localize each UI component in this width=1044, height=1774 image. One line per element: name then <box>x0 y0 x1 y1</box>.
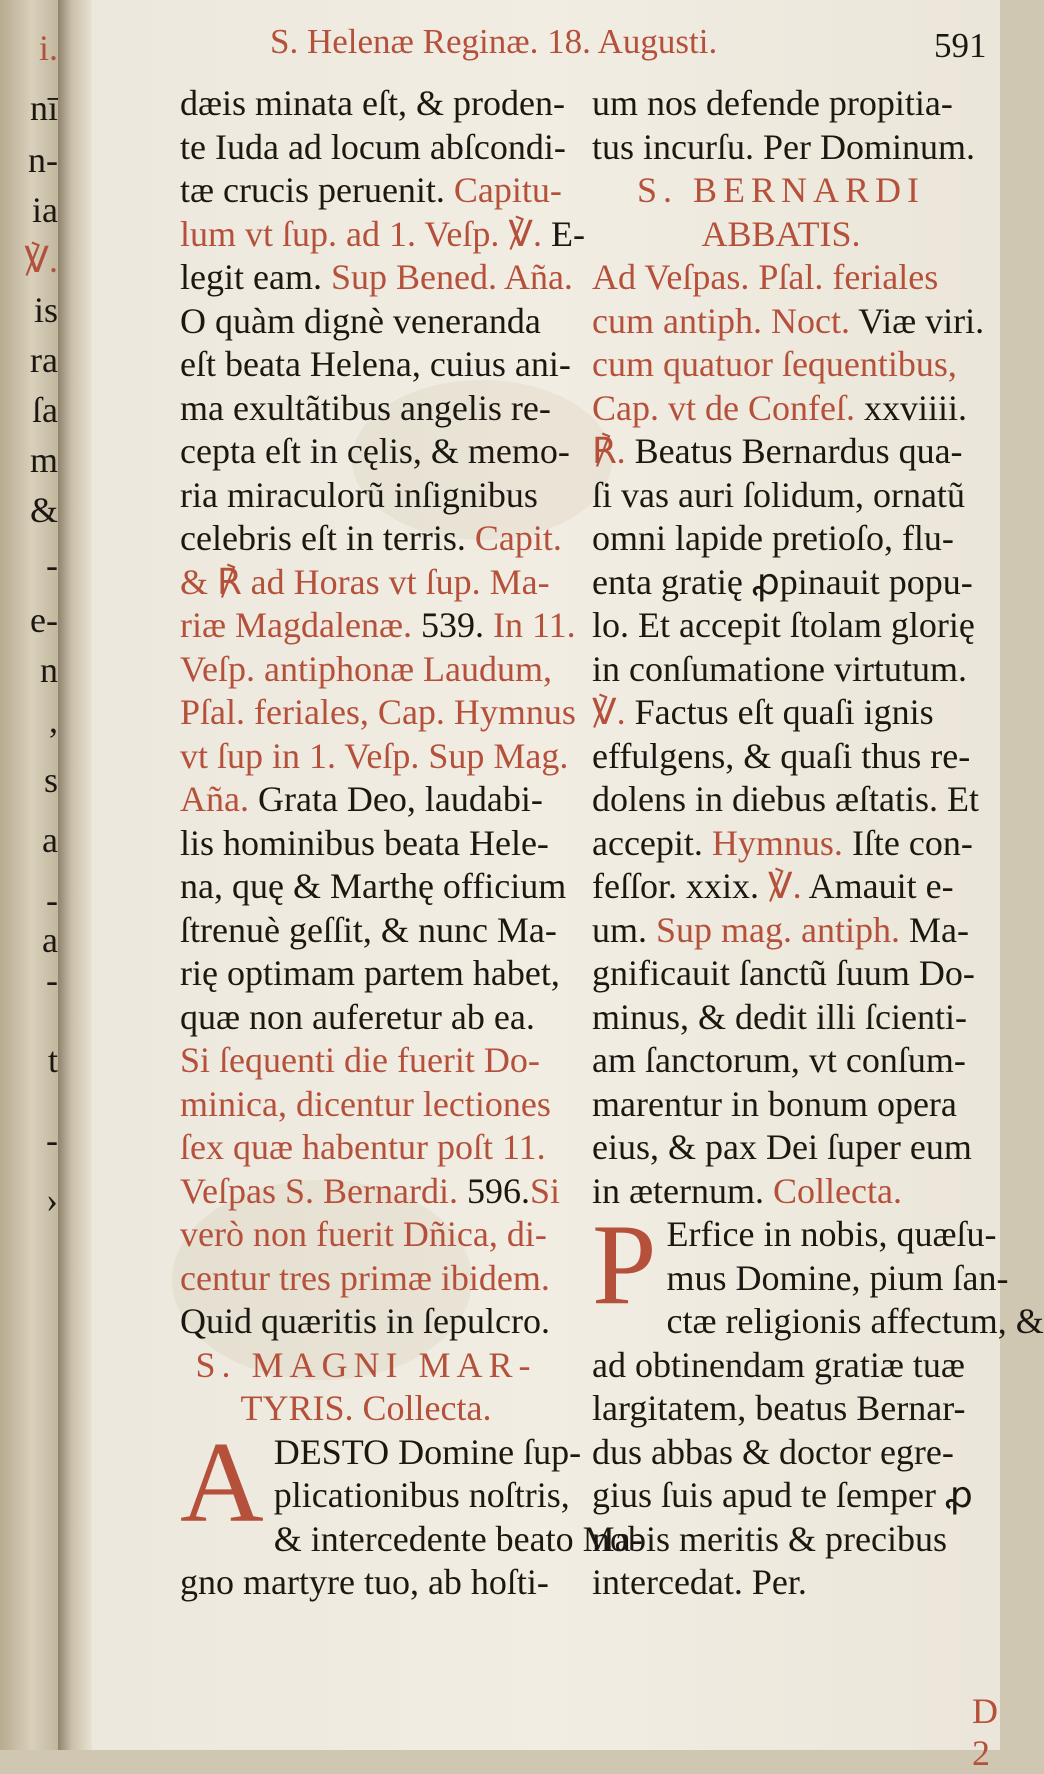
text-line <box>180 1170 560 1214</box>
text-line: intercedat. Per. <box>592 1562 807 1602</box>
text-line: nobis meritis & precibus <box>592 1518 947 1559</box>
body-text: Amauit e- <box>808 866 954 906</box>
body-text: xxviiii. <box>863 387 967 428</box>
text-line: um nos defende propitia- <box>592 83 953 123</box>
text-line: eſt beata Helena, cuius ani- <box>180 344 571 384</box>
text-line: na, quę & Marthę officium <box>180 866 567 906</box>
text-line: dus abbas & doctor egre- <box>592 1431 954 1472</box>
text-line <box>592 865 970 909</box>
text-line: Ad Veſpas. Pſal. feriales <box>592 257 939 297</box>
rubric-text: riæ Magdalenæ. <box>180 605 421 645</box>
rubric-text: Capit. <box>474 518 562 558</box>
text-line: eius, & pax Dei ſuper eum <box>592 1127 972 1167</box>
rubric-text: Aña. <box>180 779 258 819</box>
text-line: dolens in diebus æſtatis. Et <box>592 779 979 819</box>
text-line: ad obtinendam gratiæ tuæ <box>592 1344 965 1385</box>
section-heading: TYRIS. Collecta. <box>240 1388 492 1428</box>
text-line <box>180 169 562 213</box>
body-text: legit eam. <box>180 257 331 297</box>
text-line: O quàm dignè veneranda <box>180 300 541 341</box>
text-line <box>180 213 585 257</box>
text-line: in conſumatione virtutum. <box>592 648 967 689</box>
text-line <box>180 604 576 648</box>
text-line: Pſal. feriales, Cap. Hymnus <box>180 692 576 732</box>
text-line: cepta eſt in cęlis, & memo- <box>180 431 570 471</box>
text-line: ſi vas auri ſolidum, ornatũ <box>592 474 965 515</box>
text-line: gius ſuis apud te ſemper ꝓ <box>592 1475 973 1515</box>
book-gutter <box>58 0 92 1750</box>
facing-page-fragment: ſa <box>32 390 58 430</box>
body-text: in æternum. <box>592 1170 773 1211</box>
text-line <box>592 430 970 474</box>
facing-page-fragment: is <box>33 290 58 330</box>
text-line: minica, dicentur lectiones <box>180 1083 551 1124</box>
text-line: centur tres primæ ibidem. <box>180 1257 550 1298</box>
page-number: 591 <box>934 26 987 65</box>
section-heading: ABBATIS. <box>701 213 861 254</box>
facing-page-fragment: e- <box>30 600 58 640</box>
facing-page-fragment: nī <box>29 88 58 128</box>
body-text: feſſor. xxix. <box>592 866 768 906</box>
left-text-column <box>180 82 643 1605</box>
text-line: quæ non auferetur ab ea. <box>180 996 535 1037</box>
body-text: 539. <box>420 605 484 645</box>
text-line: effulgens, & quaſi thus re- <box>592 735 971 776</box>
facing-page-fragment: ia <box>32 190 58 230</box>
rubric-text: ℣. <box>767 866 809 906</box>
section-heading: S. MAGNI MAR- <box>195 1344 537 1385</box>
text-line <box>180 778 552 822</box>
text-line <box>592 691 970 735</box>
rubric-text: ℣. <box>592 692 635 732</box>
text-line <box>592 387 970 431</box>
body-text: Beatus Bernardus qua- <box>634 431 963 471</box>
rubric-text: cum antiph. Noct. <box>592 300 859 341</box>
section-heading: S. BERNARDI <box>636 170 926 210</box>
facing-page-fragment: ra <box>30 340 58 380</box>
facing-page-fragment: & <box>29 490 58 530</box>
facing-page-fragment: n <box>40 650 58 690</box>
text-line: lo. Et accepit ſtolam glorię <box>592 605 975 645</box>
facing-page-fragment: - <box>46 545 58 585</box>
body-text: tæ crucis peruenit. <box>180 170 454 210</box>
text-line <box>592 1170 970 1214</box>
text-line: lis hominibus beata Hele- <box>180 822 549 863</box>
text-line <box>592 909 970 953</box>
facing-page-fragment: n- <box>28 140 58 180</box>
text-line: rię optimam partem habet, <box>180 953 560 993</box>
text-line: & ℟ ad Horas vt ſup. Ma- <box>180 561 550 602</box>
rubric-text: Veſpas S. Bernardi. <box>180 1170 467 1211</box>
facing-page-fragment: - <box>46 960 58 1000</box>
facing-page-fragment: m <box>29 440 58 480</box>
text-line: omni lapide pretioſo, flu- <box>592 518 954 558</box>
body-text: 596. <box>466 1170 530 1211</box>
text-line: Quid quæritis in ſepulcro. <box>180 1301 550 1341</box>
body-text: Iſte con- <box>851 822 973 863</box>
running-head: S. Helenæ Reginæ. 18. Augusti. <box>270 22 718 61</box>
body-text: Ma- <box>909 909 969 950</box>
body-text: um. <box>592 909 657 950</box>
facing-page-fragment: t <box>47 1040 58 1080</box>
rubric-text: Cap. vt de Confeſ. <box>592 387 864 428</box>
facing-page-fragment: i. <box>38 28 58 68</box>
text-line: DESTO Domine ſup- <box>273 1431 582 1472</box>
text-line: ma exultãtibus angelis re- <box>180 387 551 428</box>
facing-page-fragment: › <box>46 1180 58 1220</box>
text-line: plicationibus noſtris, <box>273 1475 570 1515</box>
rubric-text: Hymnus. <box>711 822 852 863</box>
text-line <box>180 517 562 561</box>
initial-capital: P <box>592 1201 657 1329</box>
text-line: enta gratię ꝓpinauit popu- <box>592 561 973 602</box>
text-line: te Iuda ad locum abſcondi- <box>180 126 566 167</box>
rubric-text: Si <box>529 1170 560 1211</box>
facing-page-fragment: a <box>42 820 58 860</box>
catchword: D 2 <box>972 1691 998 1773</box>
body-text: Grata Deo, laudabi- <box>257 779 543 819</box>
book-page <box>92 0 1044 1773</box>
text-line: gnificauit ſanctũ ſuum Do- <box>592 953 975 993</box>
rubric-text: In 11. <box>483 605 576 645</box>
facing-page-fragment: - <box>46 1120 58 1160</box>
rubric-text: lum vt ſup. ad 1. Veſp. ℣. <box>180 213 551 254</box>
initial-capital: A <box>180 1418 264 1547</box>
rubric-text: ℟. <box>592 431 635 471</box>
facing-page-fragment: a <box>42 920 58 960</box>
facing-page-fragment: s <box>43 760 58 800</box>
text-line: vt ſup in 1. Veſp. Sup Mag. <box>180 735 569 776</box>
text-line: mus Domine, pium ſan- <box>666 1257 1009 1298</box>
text-line: & intercedente beato Ma- <box>273 1518 643 1559</box>
rubric-text: Sup mag. antiph. <box>656 909 909 950</box>
body-text: Viæ viri. <box>858 300 985 341</box>
body-text: accepit. <box>592 822 712 863</box>
right-text-column <box>592 82 1044 1605</box>
text-line: ſex quæ habentur poſt 11. <box>180 1127 546 1167</box>
text-line: am ſanctorum, vt conſum- <box>592 1040 966 1080</box>
text-line: ſtrenuè geſſit, & nunc Ma- <box>180 909 557 950</box>
facing-page-fragment: - <box>46 880 58 920</box>
body-text: Factus eſt quaſi ignis <box>634 692 934 732</box>
rubric-text: Sup Bened. Aña. <box>330 257 573 297</box>
rubric-text: Capitu- <box>453 170 562 210</box>
facing-page-edge <box>0 0 58 1750</box>
text-line: ctæ religionis affectum, & <box>666 1301 1044 1341</box>
text-line: dæis minata eſt, & proden- <box>180 83 565 123</box>
text-line: Veſp. antiphonæ Laudum, <box>180 648 552 689</box>
body-text: E- <box>550 213 585 254</box>
text-line: gno martyre tuo, ab hoſti- <box>180 1562 549 1602</box>
text-line: marentur in bonum opera <box>592 1083 957 1124</box>
text-line: largitatem, beatus Bernar- <box>592 1388 966 1428</box>
text-line <box>592 822 973 866</box>
text-line: Si ſequenti die fuerit Do- <box>180 1040 540 1080</box>
body-text: celebris eſt in terris. <box>180 518 475 558</box>
facing-page-fragment: ℣. <box>24 240 58 280</box>
text-line: Erfice in nobis, quæſu- <box>666 1214 997 1254</box>
text-line: cum quatuor ſequentibus, <box>592 344 957 384</box>
rubric-text: Collecta. <box>772 1170 902 1211</box>
facing-page-fragment: , <box>49 700 58 740</box>
text-line: ria miraculorũ inſignibus <box>180 474 538 515</box>
text-line <box>180 256 573 300</box>
text-line: verò non fuerit Dñica, di- <box>180 1214 547 1254</box>
text-line: minus, & dedit illi ſcienti- <box>592 996 967 1037</box>
text-line <box>592 300 985 344</box>
text-line: tus incurſu. Per Dominum. <box>592 126 975 167</box>
